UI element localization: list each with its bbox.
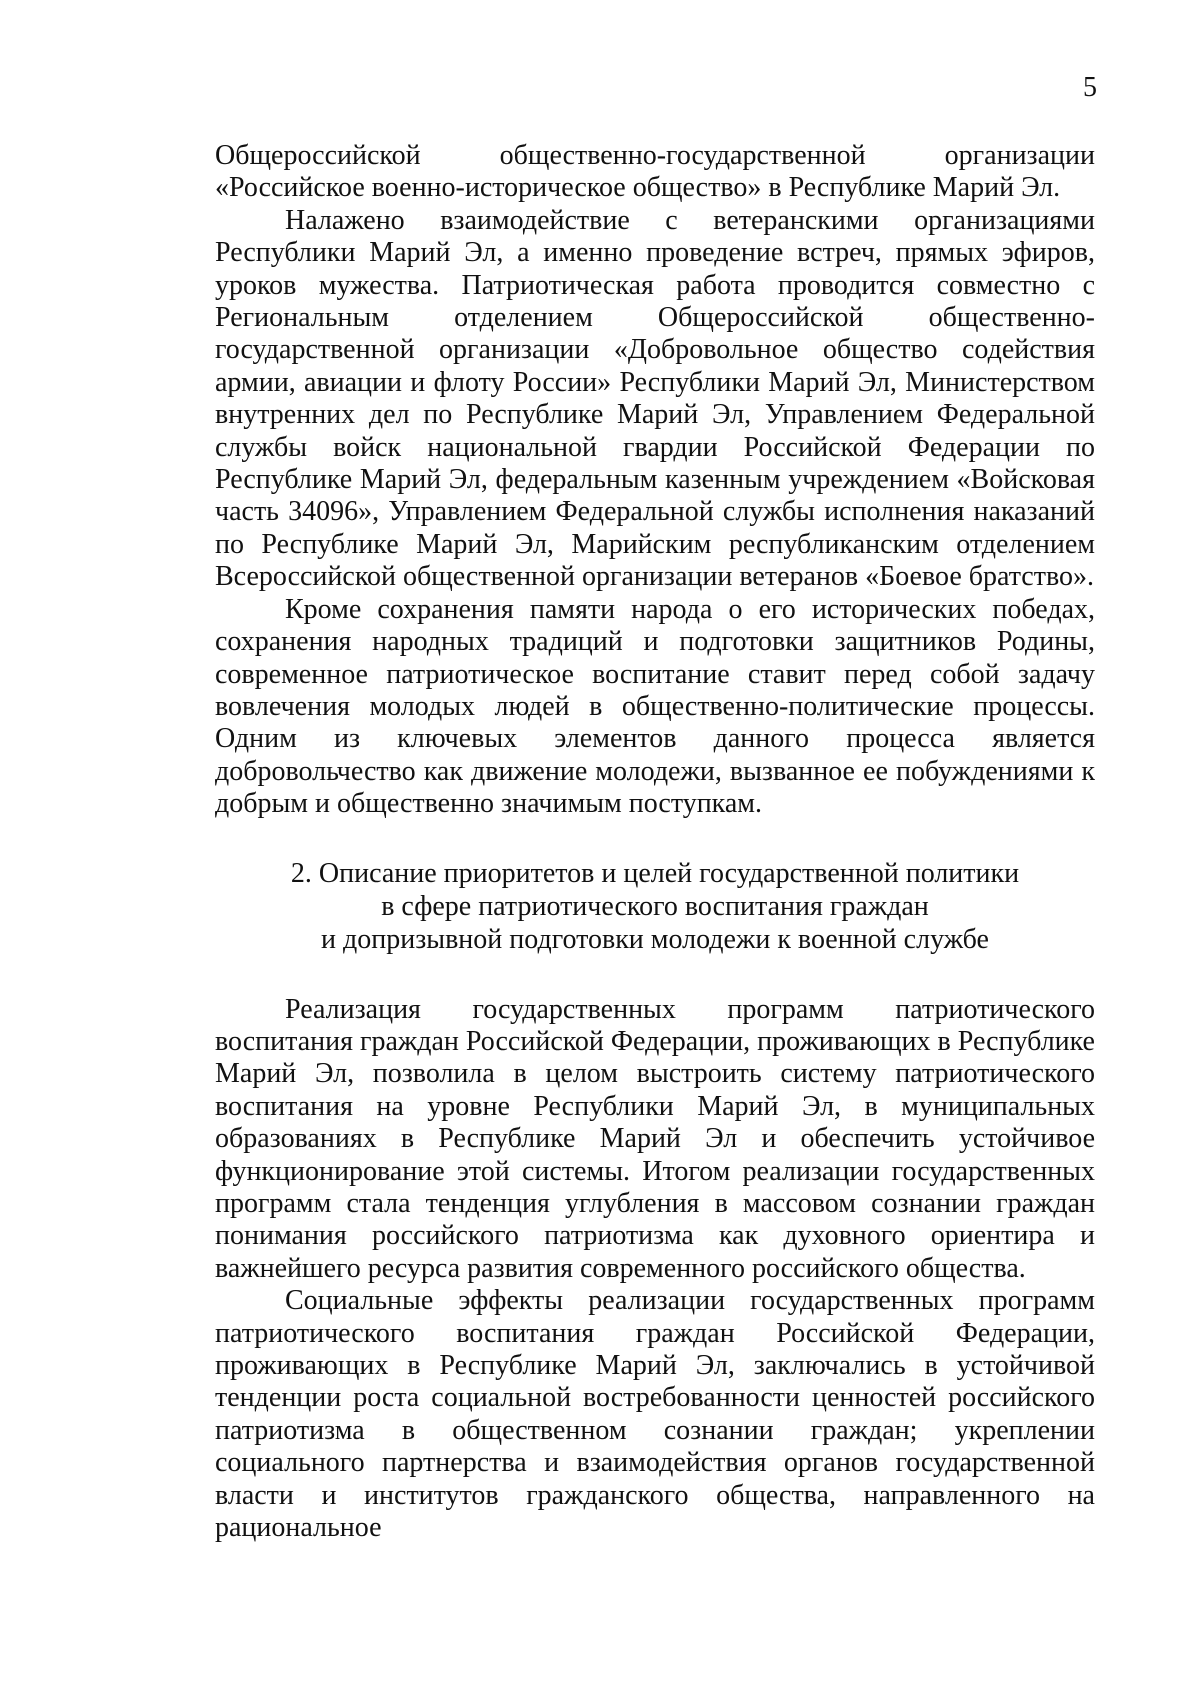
paragraph-continuation: Общероссийской общественно-государственной организации «Российское военно-историческое общество» в Республике Марий Эл. <box>215 140 1095 204</box>
section-heading-line: 2. Описание приоритетов и целей государственной политики <box>290 857 1020 889</box>
paragraph-volunteering: Кроме сохранения памяти народа о его исторических победах, сохранения народных традиций и подготовки защитников Родины, современное патриотическое воспитание ставит перед собой задачу вовлечения молодых людей в общественно-политические процессы. Одним из ключевых элементов данного процесса является добровольчество как движение молодежи, вызванное ее побуждениями к добрым и общественно значимым поступкам. <box>215 593 1095 820</box>
section-heading-line: и допризывной подготовки молодежи к военной службе <box>321 923 989 955</box>
paragraph-veterans-cooperation: Налажено взаимодействие с ветеранскими организациями Республики Марий Эл, а именно проведение встреч, прямых эфиров, уроков мужества. Патриотическая работа проводится совместно с Региональным отделением Общероссийской общественно-государственной организации «Добровольное общество содействия армии, авиации и флоту России» Республики Марий Эл, Министерством внутренних дел по Республике Марий Эл, Управлением Федеральной службы войск национальной гвардии Российской Федерации по Республике Марий Эл, федеральным казенным учреждением «Войсковая часть 34096», Управлением Федеральной службы исполнения наказаний по Республике Марий Эл, Марийским республиканским отделением Всероссийской общественной организации ветеранов «Боевое братство». <box>215 204 1095 593</box>
paragraph-program-results: Реализация государственных программ патриотического воспитания граждан Российской Федерации, проживающих в Республике Марий Эл, позволила в целом выстроить систему патриотического воспитания на уровне Республики Марий Эл, в муниципальных образованиях в Республике Марий Эл и обеспечить устойчивое функционирование этой системы. Итогом реализации государственных программ стала тенденция углубления в массовом сознании граждан понимания российского патриотизма как духовного ориентира и важнейшего ресурса развития современного российского общества. <box>215 993 1095 1284</box>
section-heading <box>215 857 1095 956</box>
page-number: 5 <box>1083 72 1097 103</box>
paragraph-social-effects: Социальные эффекты реализации государственных программ патриотического воспитания граждан Российской Федерации, проживающих в Республике Марий Эл, заключались в устойчивой тенденции роста социальной востребованности ценностей российского патриотизма в общественном сознании граждан; укреплении социального партнерства и взаимодействия органов государственной власти и институтов гражданского общества, направленного на рациональное <box>215 1285 1095 1544</box>
section-heading-line: в сфере патриотического воспитания граждан <box>381 890 929 922</box>
document-body <box>215 140 1095 1544</box>
